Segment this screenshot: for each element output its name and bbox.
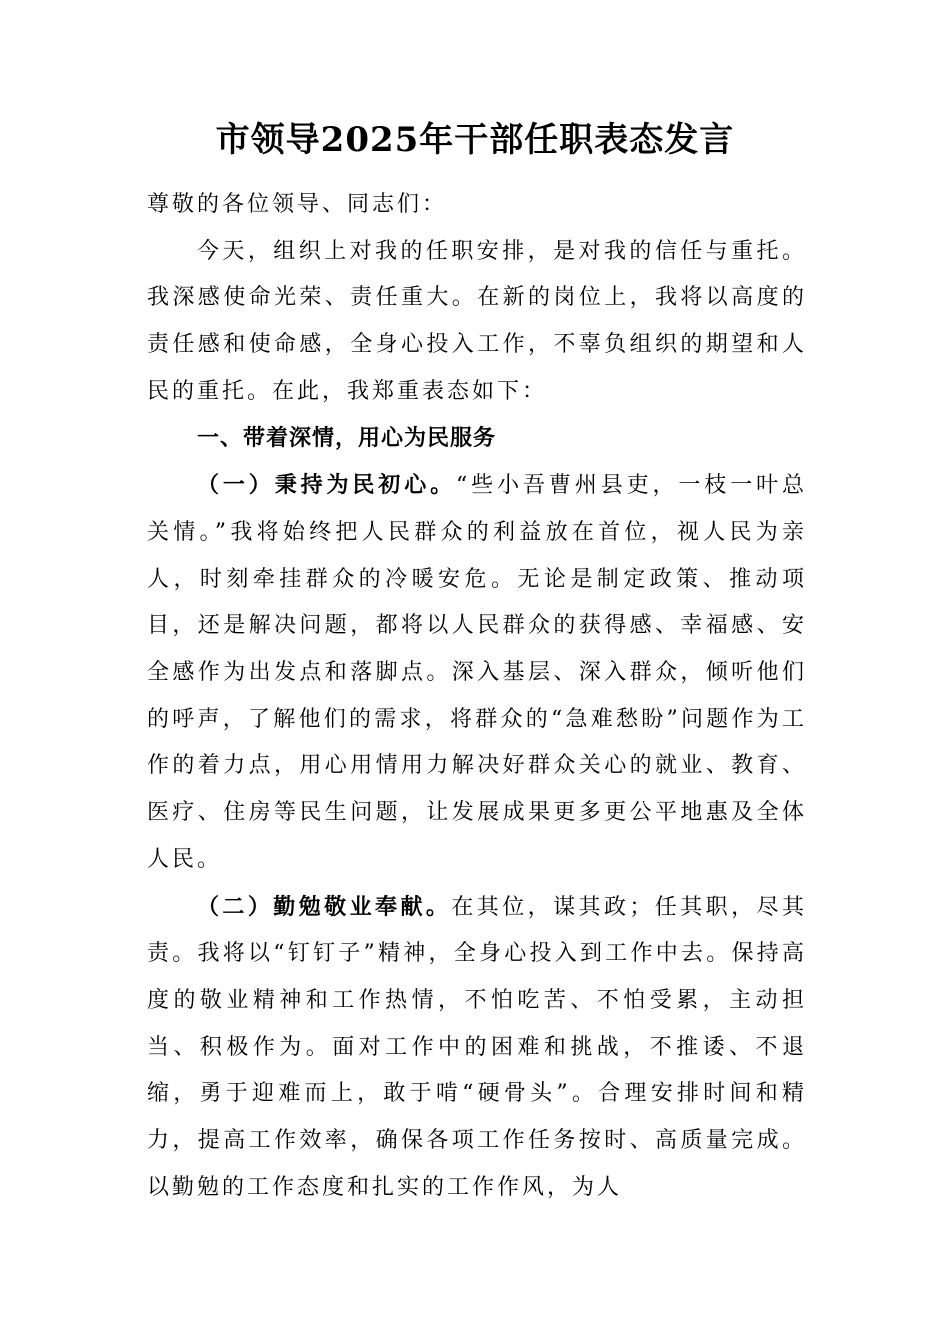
- paragraph-1-text: “些小吾曹州县吏，一枝一叶总关情。”我将始终把人民群众的利益放在首位，视人民为亲人，时刻牵挂群众的冷暖安危。无论是制定政策、推动项目，还是解决问题，都将以人民群众的获得感、幸福感、安全感作为出发点和落脚点。深入基层、深入群众，倾听他们的呼声，了解他们的需求，将群众的“急难愁盼”问题作为工作的着力点，用心用情用力解决好群众关心的就业、教育、医疗、住房等民生问题，让发展成果更多更公平地惠及全体人民。: [147, 473, 807, 872]
- document-body: [147, 182, 807, 1211]
- paragraph-2: [147, 884, 807, 1212]
- intro-paragraph: 今天，组织上对我的任职安排，是对我的信任与重托。我深感使命光荣、责任重大。在新的岗位上，我将以高度的责任感和使命感，全身心投入工作，不辜负组织的期望和人民的重托。在此，我郑重表态如下：: [147, 238, 807, 404]
- section-heading: 一、带着深情，用心为民服务: [197, 425, 497, 451]
- paragraph-2-lead: （二）勤勉敬业奉献。: [197, 893, 452, 920]
- document-title: 市领导2025年干部任职表态发言: [215, 120, 735, 160]
- paragraph-1: [147, 462, 807, 883]
- paragraph-2-text: 在其位，谋其政；任其职，尽其责。我将以“钉钉子”精神，全身心投入到工作中去。保持高度的敬业精神和工作热情，不怕吃苦、不怕受累，主动担当、积极作为。面对工作中的困难和挑战，不推诿、不退缩，勇于迎难而上，敢于啃“硬骨头”。合理安排时间和精力，提高工作效率，确保各项工作任务按时、高质量完成。以勤勉的工作态度和扎实的工作作风，为人: [147, 894, 807, 1200]
- salutation: 尊敬的各位领导、同志们：: [147, 192, 448, 217]
- paragraph-1-lead: （一）秉持为民初心。: [197, 472, 457, 499]
